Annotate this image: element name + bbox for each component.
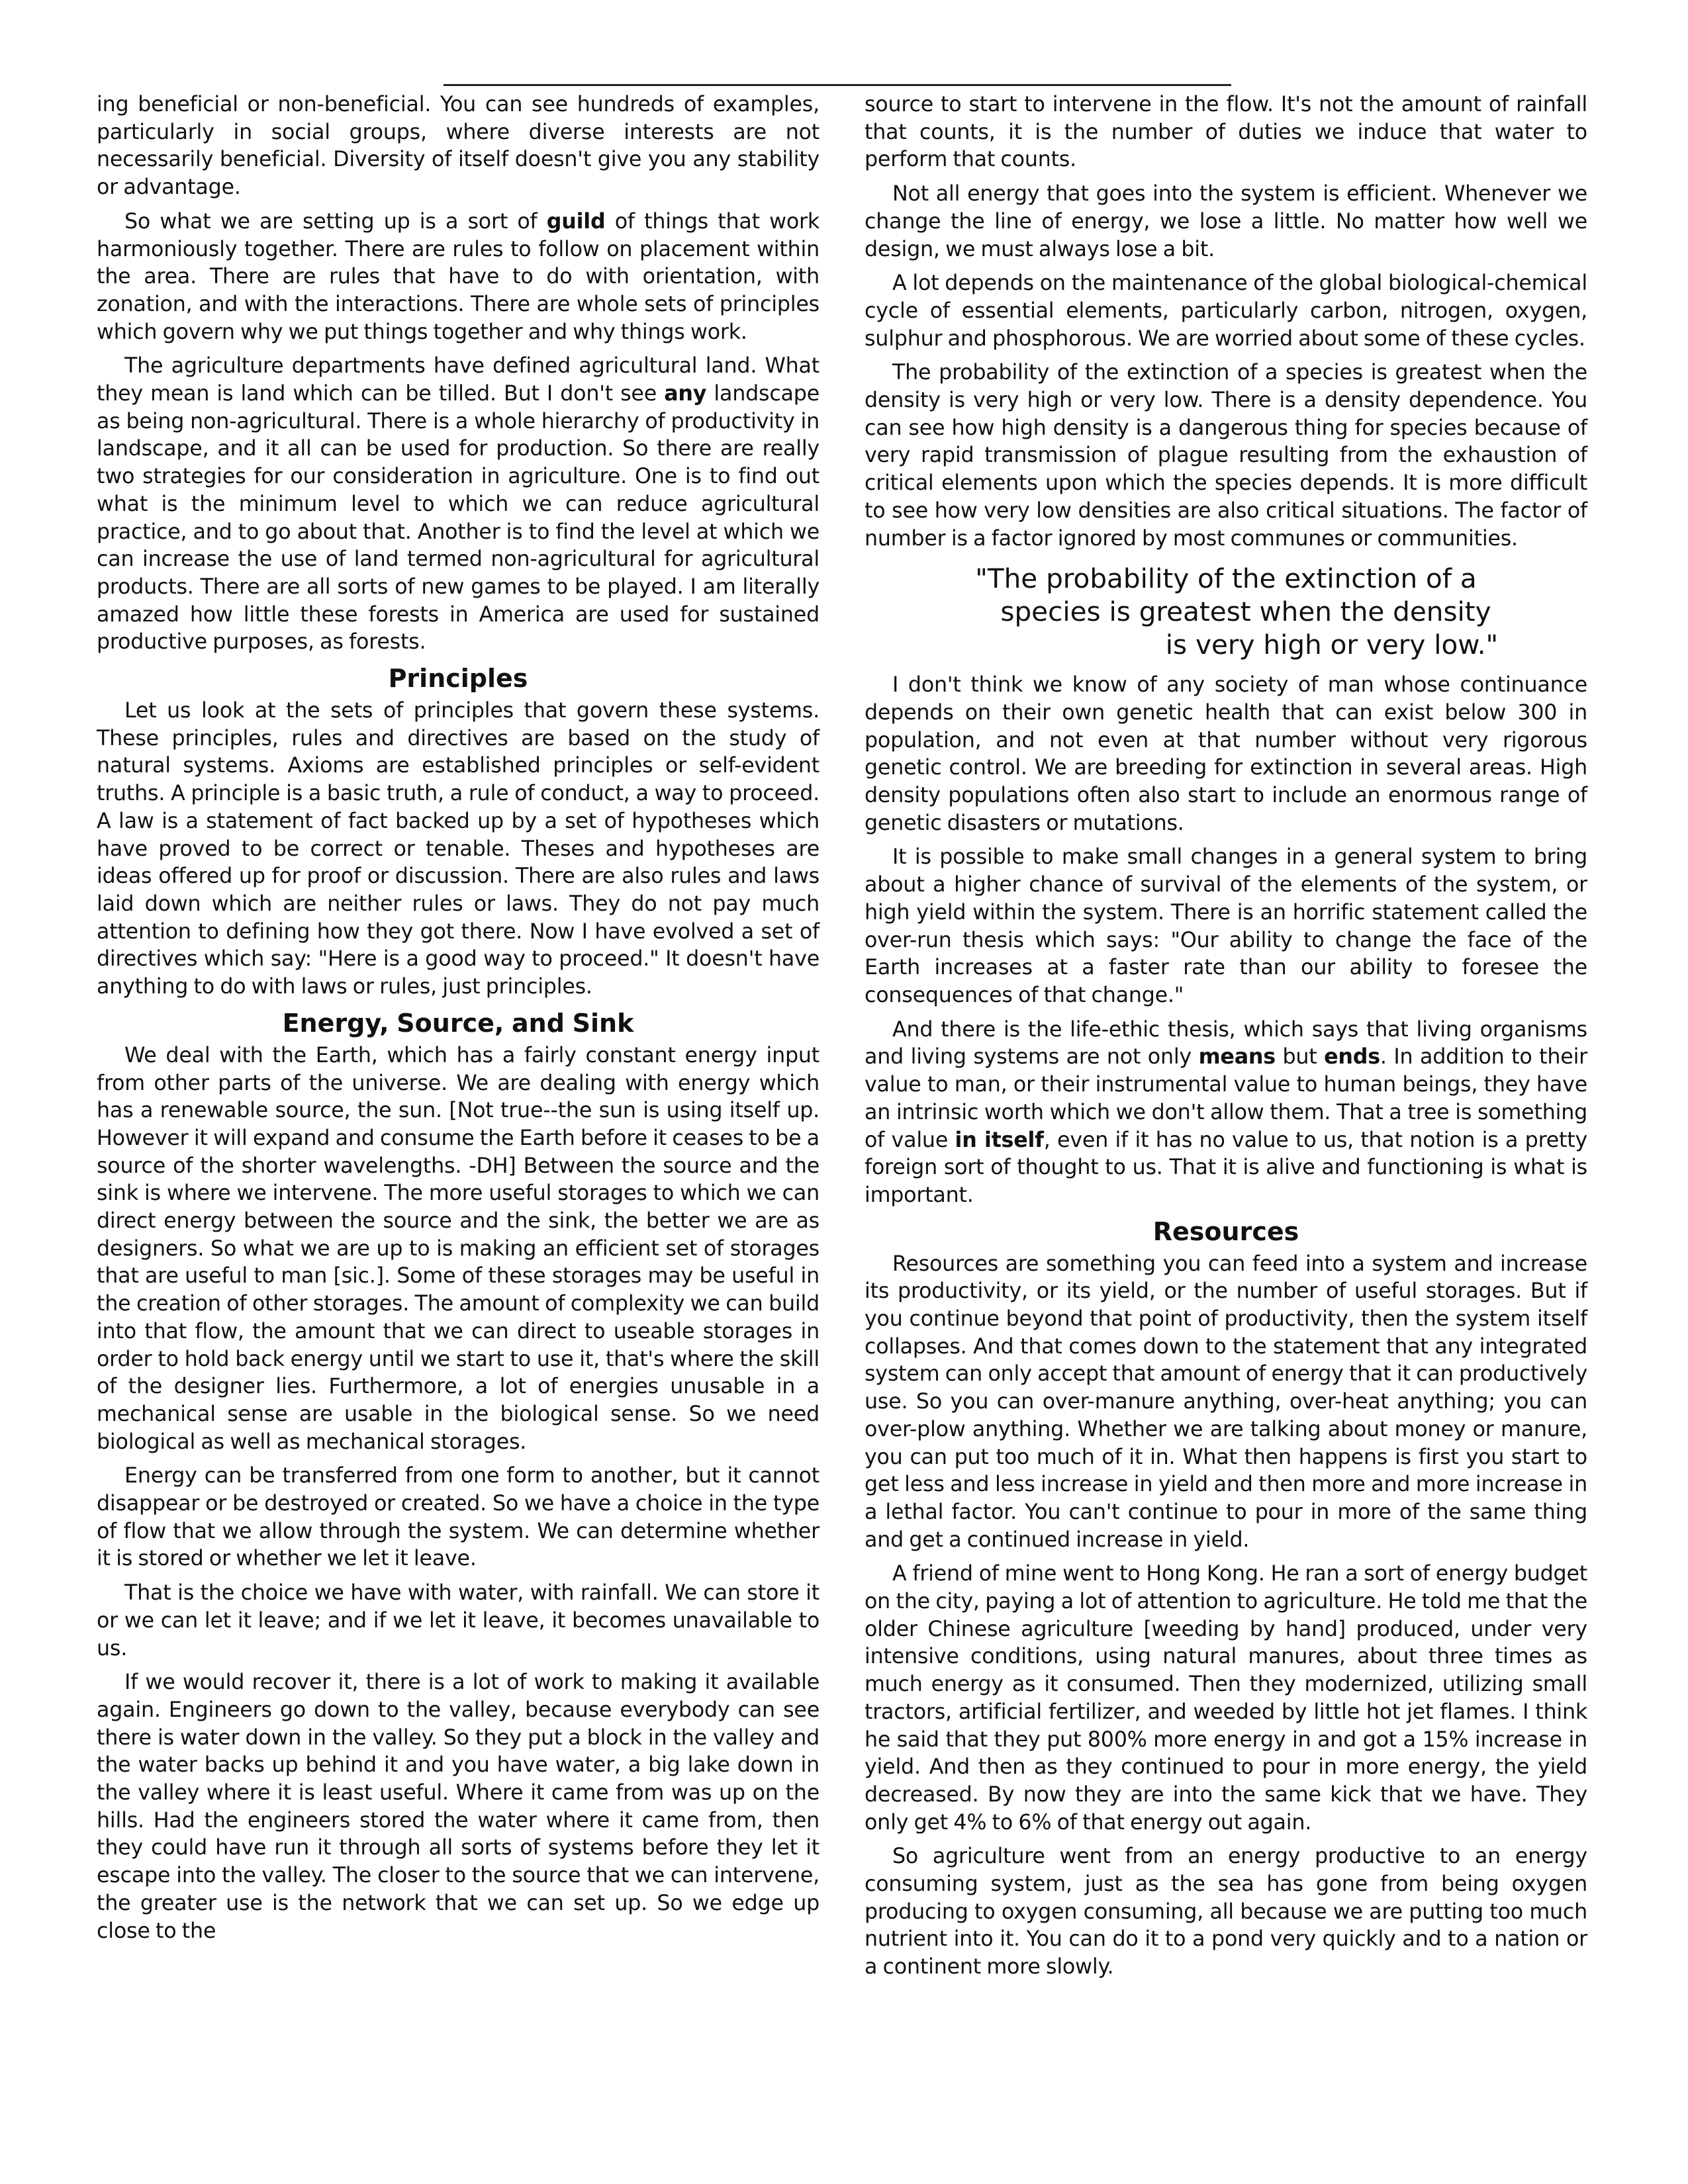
paragraph: [865, 1017, 1587, 1210]
text-run: The agriculture departments have defined agricultural land. What they mean is land which can be tilled. But I don't see: [97, 354, 820, 406]
paragraph: The probability of the extinction of a species is greatest when the density is very high or very low. There is a density dependence. You can see how high density is a dangerous thing for species because of very rapid transmission of plague resulting from the exhaustion of critical elements upon which the species depends. It is more difficult to see how very low densities are also critical situations. The factor of number is a factor ignored by most communes or communities.: [865, 361, 1587, 551]
text-run: And there is the life-ethic thesis, which says that living organisms and living systems are not only: [865, 1017, 1587, 1069]
paragraph: Energy can be transferred from one form to another, but it cannot disappear or be destroyed or created. So we have a choice in the type of flow that we allow through the system. We can determine whether it is stored or whether we let it leave.: [97, 1464, 820, 1571]
section-heading-energy: Energy, Source, and Sink: [282, 1008, 634, 1038]
bold-term: ends: [1324, 1045, 1380, 1069]
paragraph: Let us look at the sets of principles that govern these systems. These principles, rules and directives are based on the study of natural systems. Axioms are established principles or self-evident truths. A principle is a basic truth, a rule of conduct, a way to proceed. A law is a statement of fact backed up by a set of hypotheses which have proved to be correct or tenable. Theses and hypotheses are ideas offered up for proof or discussion. There are also rules and laws laid down which are neither rules or laws. They do not pay much attention to defining how they got there. Now I have evolved a set of directives which say: "Here is a good way to proceed." It doesn't have anything to do with laws or rules, just principles.: [97, 699, 820, 999]
pull-quote-line: species is greatest when the density: [1000, 596, 1491, 628]
pull-quote: [865, 562, 1587, 661]
paragraph: We deal with the Earth, which has a fairly constant energy input from other parts of the universe. We are dealing with energy which has a renewable source, the sun. [Not true--the sun is using itself up. However it will expand and consume the Earth before it ceases to be a source of the shorter wavelengths. -DH] Between the source and the sink is where we intervene. The more useful storages to which we can direct energy between the source and the sink, the better we are as designers. So what we are up to is making an efficient set of storages that are useful to man [sic.]. Some of these storages may be useful in the creation of other storages. The amount of complexity we can build into that flow, the amount that we can direct to useable storages in order to hold back energy until we start to use it, that's where the skill of the designer lies. Furthermore, a lot of energies unusable in a mechanical sense are usable in the biological sense. So we need biological as well as mechanical storages.: [97, 1043, 820, 1454]
pull-quote-line: "The probability of the extinction of a: [975, 563, 1477, 595]
paragraph: That is the choice we have with water, with rainfall. We can store it or we can let it leave; and if we let it leave, it becomes unavailable to us.: [97, 1581, 820, 1661]
section-heading-resources: Resources: [1152, 1216, 1299, 1246]
text-run: but: [1275, 1045, 1325, 1069]
text-run: . In addition to their value to man, or their instrumental value to human beings, they have an intrinsic worth which we don't allow them. That a tree is something of value: [865, 1045, 1587, 1152]
paragraph: source to start to intervene in the flow. It's not the amount of rainfall that counts, it is the number of duties we induce that water to perform that counts.: [865, 93, 1587, 172]
header-rule: [444, 84, 1231, 86]
paragraph: Resources are something you can feed into a system and increase its productivity, or its yield, or the number of useful storages. But if you continue beyond that point of productivity, then the system itself collapses. And that comes down to the statement that any integrated system can only accept that amount of energy that it can productively use. So you can over-manure anything, over-heat anything; you can over-plow anything. Whether we are talking about money or manure, you can put too much of it in. What then happens is first you start to get less and less increase in yield and then more and more increase in a lethal factor. You can't continue to pour in more of the same thing and get a continued increase in yield.: [865, 1251, 1587, 1552]
paragraph: It is possible to make small changes in a general system to bring about a higher chance of survival of the elements of the system, or high yield within the system. There is an horrific statement called the over-run thesis which says: "Our ability to change the face of the Earth increases at a faster rate than our ability to foresee the consequences of that change.": [865, 845, 1587, 1007]
bold-term: in itself: [955, 1128, 1044, 1152]
paragraph: A lot depends on the maintenance of the global biological-chemical cycle of essential elements, particularly carbon, nitrogen, oxygen, sulphur and phosphorous. We are worried about some of these cycles.: [865, 271, 1587, 351]
right-column: [865, 91, 1587, 1988]
paragraph: [97, 208, 820, 347]
bold-term: any: [664, 382, 707, 406]
paragraph: Not all energy that goes into the system is efficient. Whenever we change the line of energy, we lose a little. No matter how well we design, we must always lose a bit.: [865, 182, 1587, 261]
paragraph: ing beneficial or non-beneficial. You can see hundreds of examples, particularly in social groups, where diverse interests are not necessarily beneficial. Diversity of itself doesn't give you any stability or advantage.: [97, 93, 820, 200]
paragraph: A friend of mine went to Hong Kong. He ran a sort of energy budget on the city, paying a lot of attention to agriculture. He told me that the older Chinese agriculture [weeding by hand] produced, under very intensive conditions, using natural manures, about three times as much energy as it consumed. Then they modernized, utilizing small tractors, artificial fertilizer, and weeded by little hot jet flames. I think he said that they put 800% more energy in and got a 15% increase in yield. And then as they continued to pour in more energy, the yield decreased. By now they are into the same kick that we have. They only get 4% to 6% of that energy out again.: [865, 1562, 1587, 1835]
paragraph: So agriculture went from an energy productive to an energy consuming system, just as the sea has gone from being oxygen producing to oxygen consuming, all because we are putting too much nutrient into it. You can do it to a pond very quickly and to a nation or a continent more slowly.: [865, 1844, 1587, 1979]
paragraph: If we would recover it, there is a lot of work to making it available again. Engineers go down to the valley, because everybody can see there is water down in the valley. So they put a block in the valley and the water backs up behind it and you have water, a big lake down in the valley where it is least useful. Where it came from was up on the hills. Had the engineers stored the water where it came from, then they could have run it through all sorts of systems before they let it escape into the valley. The closer to the source that we can intervene, the greater use is the network that we can set up. So we edge up close to the: [97, 1670, 820, 1943]
text-run: So what we are setting up is a sort of: [124, 209, 547, 234]
left-column: [97, 91, 820, 1952]
bold-term: guild: [546, 209, 606, 234]
section-heading-principles: Principles: [388, 664, 528, 694]
paragraph: I don't think we know of any society of man whose continuance depends on their own genetic health that can exist below 300 in population, and not even at that number without very rigorous genetic control. We are breeding for extinction in several areas. High density populations often also start to include an enormous range of genetic disasters or mutations.: [865, 673, 1587, 835]
text-run: of things that work harmoniously together. There are rules to follow on placement within the area. There are rules that have to do with orientation, with zonation, and with the interactions. There are whole sets of principles which govern why we put things together and why things work.: [97, 209, 820, 344]
text-run: landscape as being non-agricultural. There is a whole hierarchy of productivity in landscape, and it all can be used for production. So there are really two strategies for our consideration in agriculture. One is to find out what is the minimum level to which we can reduce agricultural practice, and to go about that. Another is to find the level at which we can increase the use of land termed non-agricultural for agricultural products. There are all sorts of new games to be played. I am literally amazed how little these forests in America are used for sustained productive purposes, as forests.: [97, 382, 820, 655]
text-run: , even if it has no value to us, that notion is a pretty foreign sort of thought to us. That it is alive and functioning is what is important.: [865, 1128, 1587, 1207]
bold-term: means: [1198, 1045, 1276, 1069]
pull-quote-line: is very high or very low.": [1165, 629, 1499, 661]
paragraph: [97, 353, 820, 657]
